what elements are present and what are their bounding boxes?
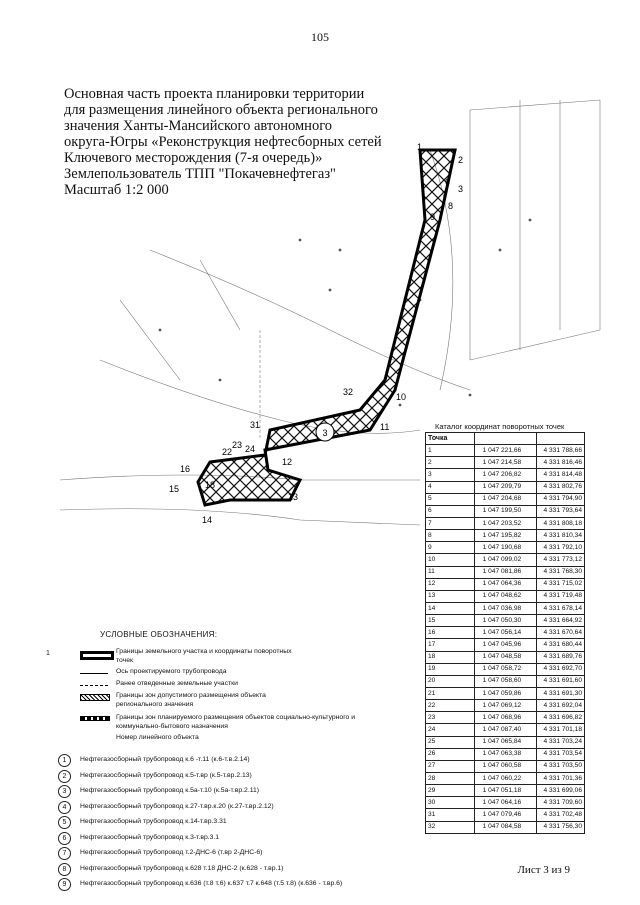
svg-text:16: 16 bbox=[180, 464, 191, 474]
point-cell: 17 bbox=[426, 639, 475, 651]
pipeline-text: Нефтегазосборный трубопровод к.5а-т.10 (к.5а-т.вр.2.11) bbox=[80, 787, 260, 794]
point-cell: 15 bbox=[426, 615, 475, 627]
y-cell: 4 331 773,12 bbox=[537, 554, 585, 566]
table-row bbox=[426, 445, 585, 457]
title-line: Основная часть проекта планировки территории bbox=[64, 86, 365, 102]
y-cell: 4 331 802,76 bbox=[537, 481, 585, 493]
y-cell: 4 331 696,82 bbox=[537, 712, 585, 724]
svg-text:3: 3 bbox=[458, 184, 464, 194]
point-cell: 22 bbox=[426, 700, 475, 712]
y-cell: 4 331 816,46 bbox=[537, 457, 585, 469]
pipeline-item bbox=[62, 785, 420, 799]
svg-text:8: 8 bbox=[448, 201, 454, 211]
y-cell: 4 331 692,04 bbox=[537, 700, 585, 712]
y-cell: 4 331 703,50 bbox=[537, 760, 585, 772]
table-header-row bbox=[426, 433, 585, 445]
table-row bbox=[426, 566, 585, 578]
pipeline-item bbox=[62, 816, 420, 830]
axis-line-symbol bbox=[80, 673, 108, 674]
title-line: для размещения линейного объекта регионального bbox=[64, 102, 378, 118]
pipeline-number: 9 bbox=[58, 878, 71, 891]
pipeline-number: 2 bbox=[58, 770, 71, 783]
y-cell: 4 331 703,54 bbox=[537, 748, 585, 760]
x-cell: 1 047 036,98 bbox=[474, 602, 537, 614]
table-row bbox=[426, 530, 585, 542]
y-cell: 4 331 691,30 bbox=[537, 687, 585, 699]
point-cell: 3 bbox=[426, 469, 475, 481]
table-row bbox=[426, 639, 585, 651]
table-row bbox=[426, 760, 585, 772]
y-cell: 4 331 703,24 bbox=[537, 736, 585, 748]
x-cell: 1 047 199,50 bbox=[474, 505, 537, 517]
pipeline-item bbox=[62, 754, 420, 768]
x-cell: 1 047 051,18 bbox=[474, 785, 537, 797]
y-cell: 4 331 689,76 bbox=[537, 651, 585, 663]
table-row bbox=[426, 821, 585, 833]
x-cell: 1 047 060,58 bbox=[474, 760, 537, 772]
x-cell: 1 047 045,96 bbox=[474, 639, 537, 651]
pipeline-item bbox=[62, 847, 420, 861]
table-row bbox=[426, 785, 585, 797]
x-cell: 1 047 221,66 bbox=[474, 445, 537, 457]
x-cell: 1 047 064,36 bbox=[474, 578, 537, 590]
point-cell: 19 bbox=[426, 663, 475, 675]
x-cell: 1 047 063,38 bbox=[474, 748, 537, 760]
table-row bbox=[426, 663, 585, 675]
point-cell: 16 bbox=[426, 627, 475, 639]
legend-text: Границы зон допустимого размещения объекта регионального значения bbox=[116, 692, 266, 708]
point-cell: 13 bbox=[426, 590, 475, 602]
sheet-number: Лист 3 из 9 bbox=[517, 864, 570, 876]
coordinate-table bbox=[425, 432, 585, 834]
y-cell: 4 331 709,60 bbox=[537, 797, 585, 809]
svg-text:15: 15 bbox=[169, 484, 180, 494]
x-cell: 1 047 065,84 bbox=[474, 736, 537, 748]
table-row bbox=[426, 457, 585, 469]
svg-text:2: 2 bbox=[458, 155, 464, 165]
catalog-caption: Каталог координат поворотных точек bbox=[435, 422, 565, 431]
pipeline-item bbox=[62, 878, 420, 892]
svg-text:1: 1 bbox=[417, 142, 423, 152]
pipeline-number: 1 bbox=[58, 754, 71, 767]
point-cell: 26 bbox=[426, 748, 475, 760]
y-cell: 4 331 678,14 bbox=[537, 602, 585, 614]
pipeline-text: Нефтегазосборный трубопровод к.636 (т.8 т.6) к.637 т.7 к.648 (т.5 т.8) (к.636 - т.вр.6) bbox=[80, 880, 343, 887]
svg-text:12: 12 bbox=[282, 457, 293, 467]
header-x bbox=[474, 433, 537, 445]
legend-text: Ранее отведенные земельные участки bbox=[116, 680, 238, 687]
point-cell: 10 bbox=[426, 554, 475, 566]
y-cell: 4 331 814,48 bbox=[537, 469, 585, 481]
coordinate-catalog bbox=[425, 422, 585, 834]
table-row bbox=[426, 687, 585, 699]
table-row bbox=[426, 724, 585, 736]
point-cell: 32 bbox=[426, 821, 475, 833]
table-row bbox=[426, 700, 585, 712]
y-cell: 4 331 715,02 bbox=[537, 578, 585, 590]
y-cell: 4 331 692,70 bbox=[537, 663, 585, 675]
y-cell: 4 331 768,30 bbox=[537, 566, 585, 578]
pipeline-text: Нефтегазосборный трубопровод т.2-ДНС-6 (т.вр 2-ДНС-6) bbox=[80, 849, 263, 856]
social-zone-symbol bbox=[80, 716, 110, 721]
x-cell: 1 047 081,86 bbox=[474, 566, 537, 578]
header-point: Точка bbox=[426, 433, 475, 445]
y-cell: 4 331 808,18 bbox=[537, 517, 585, 529]
table-row bbox=[426, 493, 585, 505]
x-cell: 1 047 203,52 bbox=[474, 517, 537, 529]
pipeline-item bbox=[62, 863, 420, 877]
table-row bbox=[426, 554, 585, 566]
x-cell: 1 047 087,40 bbox=[474, 724, 537, 736]
point-cell: 18 bbox=[426, 651, 475, 663]
svg-text:22: 22 bbox=[222, 447, 233, 457]
title-line: Землепользователь ТПП "Покачевнефтегаз" bbox=[64, 166, 336, 182]
pipeline-text: Нефтегазосборный трубопровод к.5-т.вр (к.5-т.вр.2.13) bbox=[80, 771, 252, 779]
title-line: Ключевого месторождения (7-я очередь)» bbox=[64, 150, 323, 166]
table-row bbox=[426, 772, 585, 784]
legend-marker-label: 1 bbox=[46, 650, 50, 657]
point-cell: 12 bbox=[426, 578, 475, 590]
svg-text:14: 14 bbox=[202, 515, 213, 525]
table-row bbox=[426, 590, 585, 602]
legend-text: Номер линейного объекта bbox=[116, 734, 199, 741]
legend-text: Ось проектируемого трубопровода bbox=[116, 668, 227, 675]
title-line: округа-Югры «Реконструкция нефтесборных сетей bbox=[64, 134, 382, 150]
header-y bbox=[537, 433, 585, 445]
point-cell: 21 bbox=[426, 687, 475, 699]
point-cell: 29 bbox=[426, 785, 475, 797]
prior-line-symbol bbox=[80, 685, 108, 686]
x-cell: 1 047 058,60 bbox=[474, 675, 537, 687]
y-cell: 4 331 680,44 bbox=[537, 639, 585, 651]
y-cell: 4 331 664,92 bbox=[537, 615, 585, 627]
pipeline-text: Нефтегазосборный трубопровод к.628 т.18 ДНС-2 (к.628 - т.вр.1) bbox=[80, 864, 284, 872]
table-row bbox=[426, 627, 585, 639]
pipeline-number: 5 bbox=[58, 816, 71, 829]
svg-text:23: 23 bbox=[232, 440, 243, 450]
legend-text: Границы зон планируемого размещения объектов социально-культурного и коммунально-бытового назначения bbox=[116, 714, 356, 730]
pipeline-number: 3 bbox=[58, 785, 71, 798]
parcel-line-symbol bbox=[80, 651, 114, 660]
point-cell: 23 bbox=[426, 712, 475, 724]
svg-text:13: 13 bbox=[288, 492, 299, 502]
pipeline-number: 6 bbox=[58, 832, 71, 845]
y-cell: 4 331 788,66 bbox=[537, 445, 585, 457]
y-cell: 4 331 701,36 bbox=[537, 772, 585, 784]
pipeline-text: Нефтегазосборный трубопровод к.14-т.вр.3.31 bbox=[80, 818, 227, 825]
point-cell: 25 bbox=[426, 736, 475, 748]
y-cell: 4 331 691,60 bbox=[537, 675, 585, 687]
point-cell: 28 bbox=[426, 772, 475, 784]
svg-text:11: 11 bbox=[380, 422, 390, 432]
point-cell: 7 bbox=[426, 517, 475, 529]
y-cell: 4 331 702,48 bbox=[537, 809, 585, 821]
pipeline-number: 8 bbox=[58, 863, 71, 876]
pipeline-item bbox=[62, 770, 420, 784]
x-cell: 1 047 050,30 bbox=[474, 615, 537, 627]
x-cell: 1 047 099,02 bbox=[474, 554, 537, 566]
x-cell: 1 047 069,12 bbox=[474, 700, 537, 712]
x-cell: 1 047 084,58 bbox=[474, 821, 537, 833]
y-cell: 4 331 794,90 bbox=[537, 493, 585, 505]
table-row bbox=[426, 481, 585, 493]
x-cell: 1 047 214,58 bbox=[474, 457, 537, 469]
object-number: 3 bbox=[322, 428, 328, 438]
zone-symbol bbox=[80, 694, 110, 701]
title-line: значения Ханты-Мансийского автономного bbox=[64, 118, 333, 134]
table-row bbox=[426, 517, 585, 529]
y-cell: 4 331 670,64 bbox=[537, 627, 585, 639]
table-row bbox=[426, 578, 585, 590]
point-cell: 6 bbox=[426, 505, 475, 517]
table-row bbox=[426, 736, 585, 748]
table-row bbox=[426, 602, 585, 614]
point-cell: 24 bbox=[426, 724, 475, 736]
point-cell: 2 bbox=[426, 457, 475, 469]
x-cell: 1 047 068,96 bbox=[474, 712, 537, 724]
table-row bbox=[426, 675, 585, 687]
scale-line: Масштаб 1:2 000 bbox=[64, 182, 169, 198]
point-cell: 4 bbox=[426, 481, 475, 493]
pipeline-item bbox=[62, 801, 420, 815]
y-cell: 4 331 719,48 bbox=[537, 590, 585, 602]
x-cell: 1 047 058,72 bbox=[474, 663, 537, 675]
legend-text: Границы земельного участка и координаты поворотных точек bbox=[116, 648, 292, 664]
point-cell: 31 bbox=[426, 809, 475, 821]
point-cell: 27 bbox=[426, 760, 475, 772]
y-cell: 4 331 810,34 bbox=[537, 530, 585, 542]
y-cell: 4 331 756,30 bbox=[537, 821, 585, 833]
table-row bbox=[426, 712, 585, 724]
x-cell: 1 047 048,62 bbox=[474, 590, 537, 602]
svg-text:31: 31 bbox=[250, 420, 261, 430]
pipeline-text: Нефтегазосборный трубопровод к.3-т.вр.3.1 bbox=[80, 833, 220, 841]
x-cell: 1 047 060,22 bbox=[474, 772, 537, 784]
point-cell: 30 bbox=[426, 797, 475, 809]
table-row bbox=[426, 615, 585, 627]
point-cell: 8 bbox=[426, 530, 475, 542]
point-cell: 9 bbox=[426, 542, 475, 554]
x-cell: 1 047 059,86 bbox=[474, 687, 537, 699]
y-cell: 4 331 792,10 bbox=[537, 542, 585, 554]
table-row bbox=[426, 469, 585, 481]
svg-text:18: 18 bbox=[205, 480, 216, 490]
table-row bbox=[426, 505, 585, 517]
point-cell: 11 bbox=[426, 566, 475, 578]
y-cell: 4 331 699,06 bbox=[537, 785, 585, 797]
x-cell: 1 047 064,16 bbox=[474, 797, 537, 809]
svg-text:24: 24 bbox=[245, 444, 256, 454]
x-cell: 1 047 206,82 bbox=[474, 469, 537, 481]
svg-text:6: 6 bbox=[445, 177, 451, 187]
svg-text:9: 9 bbox=[430, 212, 436, 222]
y-cell: 4 331 701,18 bbox=[537, 724, 585, 736]
point-cell: 14 bbox=[426, 602, 475, 614]
table-row bbox=[426, 542, 585, 554]
pipeline-number: 4 bbox=[58, 801, 71, 814]
table-row bbox=[426, 651, 585, 663]
svg-text:32: 32 bbox=[343, 387, 354, 397]
x-cell: 1 047 190,68 bbox=[474, 542, 537, 554]
point-cell: 5 bbox=[426, 493, 475, 505]
y-cell: 4 331 793,64 bbox=[537, 505, 585, 517]
table-row bbox=[426, 748, 585, 760]
table-row bbox=[426, 809, 585, 821]
x-cell: 1 047 079,46 bbox=[474, 809, 537, 821]
pipeline-item bbox=[62, 832, 420, 846]
legend-title: УСЛОВНЫЕ ОБОЗНАЧЕНИЯ: bbox=[100, 630, 218, 639]
pipeline-text: Нефтегазосборный трубопровод к.27-т.вр.к.20 (к.27-т.вр.2.12) bbox=[80, 802, 274, 810]
x-cell: 1 047 204,68 bbox=[474, 493, 537, 505]
x-cell: 1 047 209,79 bbox=[474, 481, 537, 493]
page-number: 105 bbox=[311, 30, 329, 44]
point-cell: 20 bbox=[426, 675, 475, 687]
pipeline-text: Нефтегазосборный трубопровод к.6 -т.11 (к.6-т.в.2.14) bbox=[80, 756, 250, 763]
svg-text:10: 10 bbox=[396, 392, 407, 402]
pipeline-number: 7 bbox=[58, 847, 71, 860]
x-cell: 1 047 195,82 bbox=[474, 530, 537, 542]
table-row bbox=[426, 797, 585, 809]
parcel-boundary bbox=[198, 150, 455, 505]
x-cell: 1 047 056,14 bbox=[474, 627, 537, 639]
x-cell: 1 047 048,58 bbox=[474, 651, 537, 663]
point-cell: 1 bbox=[426, 445, 475, 457]
